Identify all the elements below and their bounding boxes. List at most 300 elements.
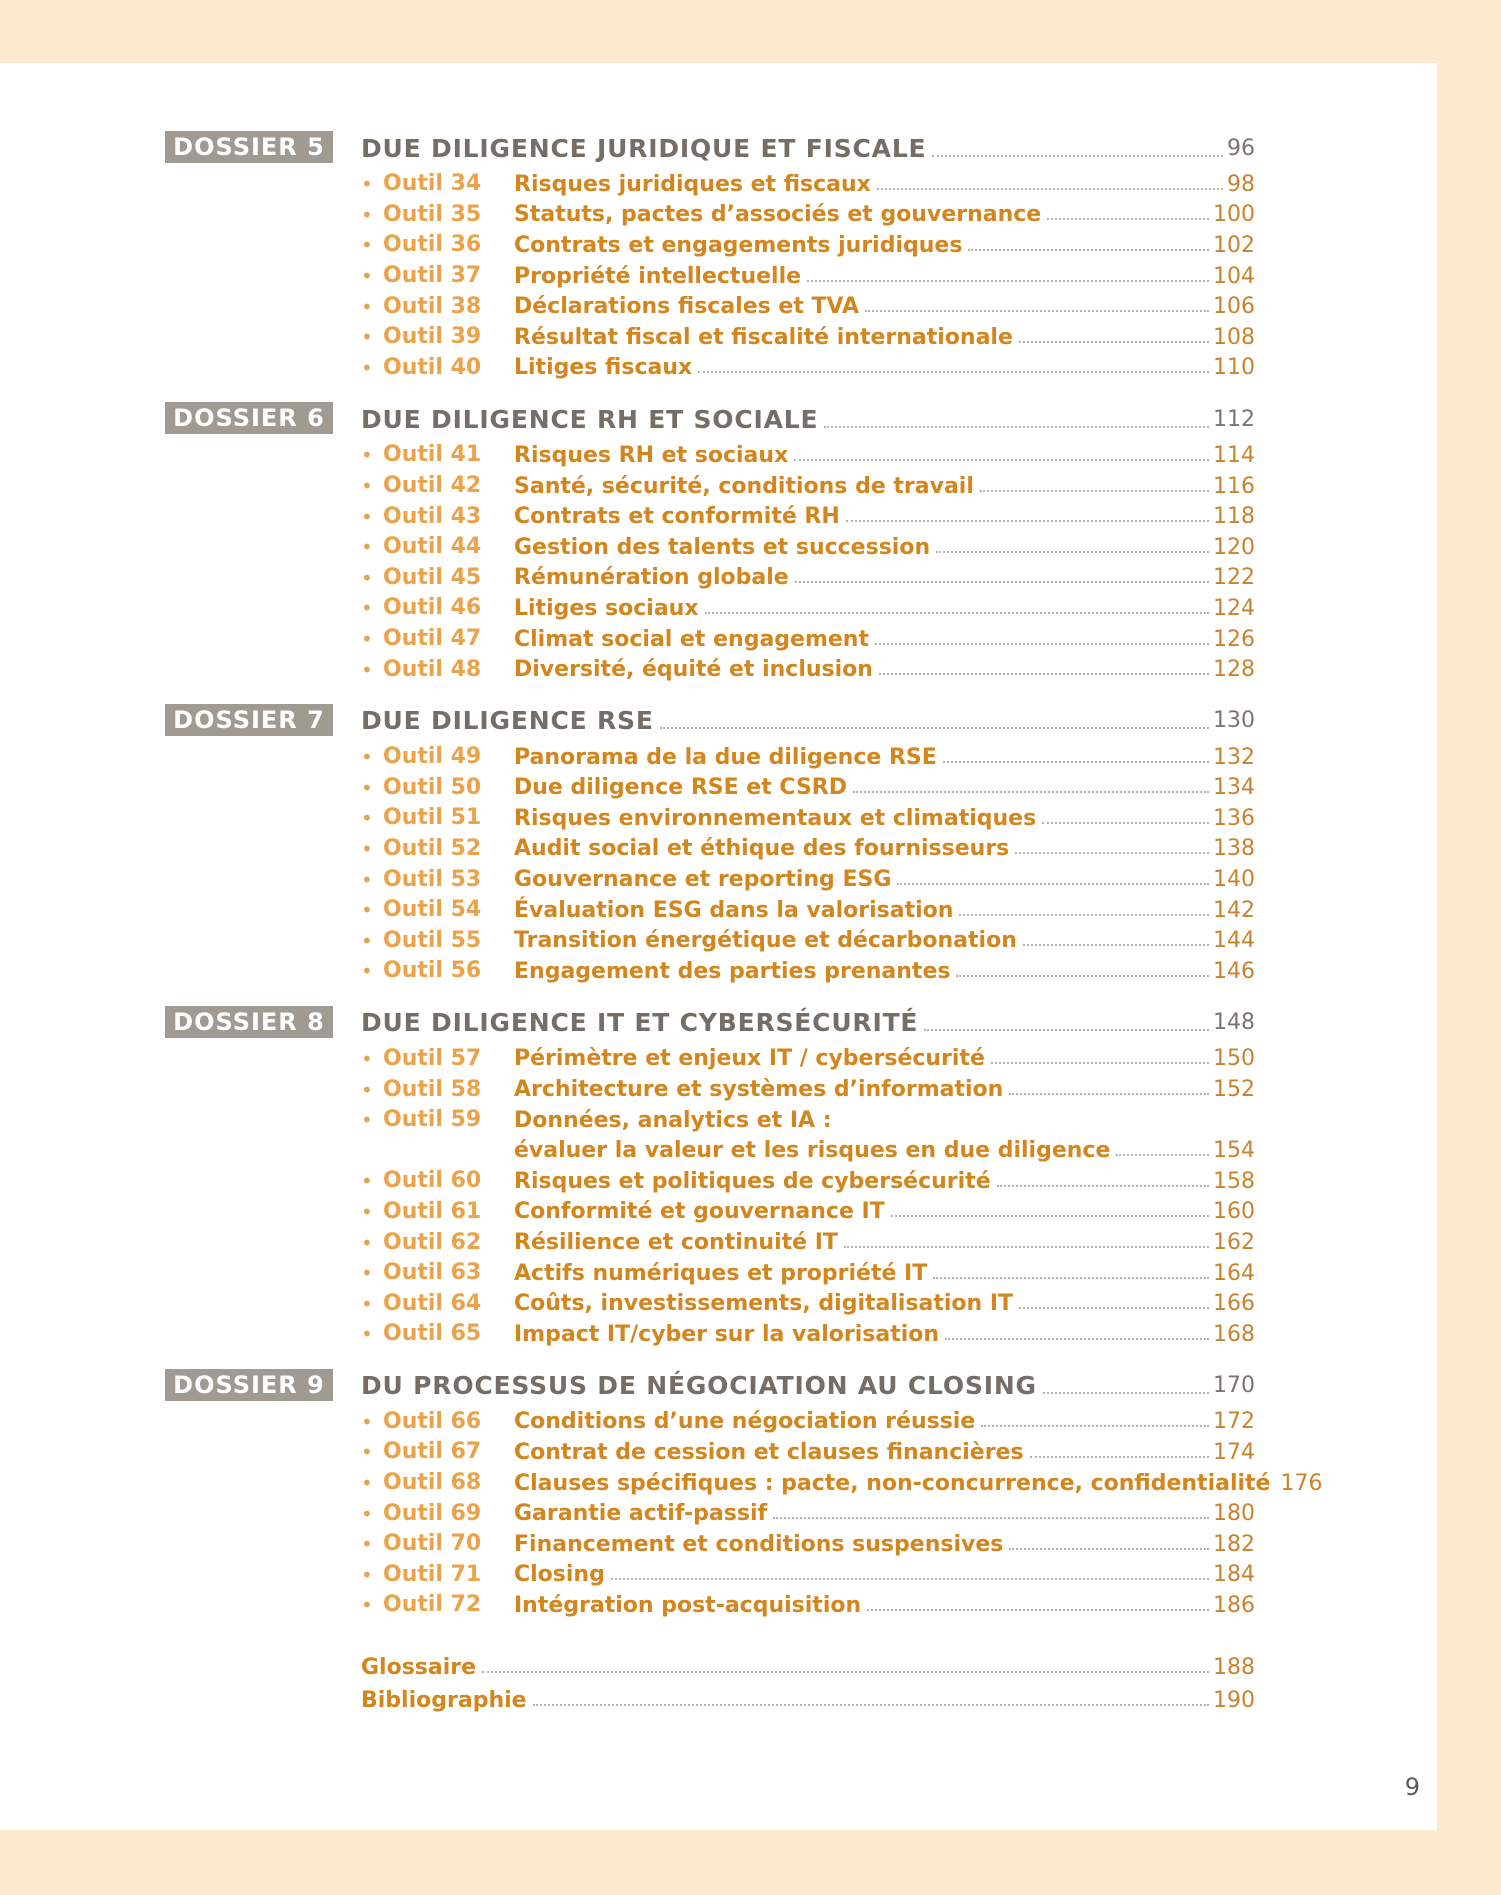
tool-page-number: 172 <box>1213 1409 1255 1435</box>
tool-page-number: 106 <box>1213 294 1255 320</box>
dossier-title: DU PROCESSUS DE NÉGOCIATION AU CLOSING <box>361 1371 1037 1401</box>
tool-title: Litiges fiscaux <box>514 355 693 381</box>
tool-title-line <box>514 925 1255 956</box>
tool-page-number: 152 <box>1213 1077 1255 1103</box>
dot-leader <box>853 790 1209 793</box>
dot-leader <box>824 425 1209 428</box>
dot-leader <box>891 1214 1209 1217</box>
table-of-contents <box>165 129 1323 1621</box>
tool-title: Due diligence RSE et CSRD <box>514 775 847 801</box>
tool-entry[interactable] <box>165 593 1255 624</box>
tool-number: Outil 38 <box>383 293 482 319</box>
dossier-page-number: 170 <box>1213 1373 1255 1399</box>
tool-number: Outil 43 <box>383 503 482 529</box>
tool-number: Outil 68 <box>383 1470 482 1496</box>
tool-page-number: 132 <box>1213 744 1255 770</box>
dot-leader <box>865 309 1209 312</box>
tool-title-line <box>514 593 1255 624</box>
tool-entry[interactable] <box>165 471 1255 502</box>
tool-entry[interactable] <box>165 291 1255 322</box>
annex-entry[interactable] <box>361 1684 1255 1717</box>
tool-entry[interactable] <box>165 1407 1255 1438</box>
bullet-icon: • <box>361 745 373 770</box>
dot-leader <box>705 611 1209 614</box>
tool-title-line <box>514 1590 1255 1621</box>
tool-title-line <box>514 1227 1255 1258</box>
tool-page-number: 104 <box>1213 263 1255 289</box>
bullet-icon: • <box>361 657 373 682</box>
dossier-title-line <box>361 400 1255 438</box>
tool-number: Outil 45 <box>383 564 482 590</box>
dossier-page-number: 130 <box>1213 708 1255 734</box>
tool-number: Outil 54 <box>383 897 482 923</box>
tool-title: Diversité, équité et inclusion <box>514 657 873 683</box>
dot-leader <box>1030 1455 1209 1458</box>
tool-title-line <box>514 1135 1255 1166</box>
tool-title: Risques environnementaux et climatiques <box>514 805 1037 831</box>
dossier-section <box>165 400 1255 685</box>
tool-entry[interactable] <box>165 1166 1255 1197</box>
annex-title: Glossaire <box>361 1655 477 1680</box>
dossier-badge: DOSSIER 5 <box>165 131 333 163</box>
tool-title-line <box>514 864 1255 895</box>
tool-title-line <box>514 1258 1255 1289</box>
tool-entry[interactable] <box>165 1468 1323 1499</box>
dossier-badge: DOSSIER 7 <box>165 704 333 736</box>
tool-title-line <box>514 895 1255 926</box>
tool-entry[interactable] <box>165 440 1255 471</box>
annex-list <box>361 1651 1255 1717</box>
tool-entry[interactable] <box>165 803 1255 834</box>
dot-leader <box>533 1703 1209 1706</box>
dot-leader <box>932 154 1223 157</box>
tool-title-line <box>514 1197 1255 1228</box>
bullet-icon: • <box>361 535 373 560</box>
tool-entry[interactable] <box>165 834 1255 865</box>
tool-entry[interactable] <box>165 742 1255 773</box>
tool-entry[interactable] <box>165 1044 1255 1075</box>
tool-number: Outil 35 <box>383 201 482 227</box>
dot-leader <box>1042 821 1209 824</box>
tool-page-number: 168 <box>1213 1321 1255 1347</box>
tool-number: Outil 36 <box>383 232 482 258</box>
tool-entry[interactable] <box>165 1590 1255 1621</box>
dot-leader <box>981 1424 1209 1427</box>
tool-number: Outil 37 <box>383 263 482 289</box>
tool-title-line <box>514 532 1255 563</box>
tool-number: Outil 40 <box>383 354 482 380</box>
dossier-title: DUE DILIGENCE RH ET SOCIALE <box>361 404 819 434</box>
tool-title-continued: évaluer la valeur et les risques en due diligence <box>514 1138 1111 1164</box>
tool-number: Outil 59 <box>383 1107 482 1133</box>
bullet-icon: • <box>361 1077 373 1102</box>
tool-number: Outil 67 <box>383 1439 482 1465</box>
tool-title-line <box>514 261 1255 292</box>
bullet-icon: • <box>361 627 373 652</box>
tool-number: Outil 64 <box>383 1290 482 1316</box>
tool-entry[interactable] <box>165 773 1255 804</box>
dot-leader <box>991 1061 1209 1064</box>
tool-page-number: 116 <box>1213 473 1255 499</box>
tool-title-line <box>514 1166 1255 1197</box>
tool-page-number: 110 <box>1213 355 1255 381</box>
bullet-icon: • <box>361 775 373 800</box>
tool-page-number: 124 <box>1213 595 1255 621</box>
tool-number: Outil 62 <box>383 1229 482 1255</box>
tool-number: Outil 57 <box>383 1045 482 1071</box>
tool-title-line <box>514 230 1255 261</box>
bullet-icon: • <box>361 959 373 984</box>
tool-number: Outil 41 <box>383 442 482 468</box>
tool-title: Statuts, pactes d’associés et gouvernance <box>514 202 1042 228</box>
dossier-badge: DOSSIER 6 <box>165 402 333 434</box>
annex-page-number: 188 <box>1213 1655 1255 1680</box>
bullet-icon: • <box>361 836 373 861</box>
tool-number: Outil 47 <box>383 626 482 652</box>
tool-entry[interactable] <box>165 624 1255 655</box>
tool-page-number: 134 <box>1213 775 1255 801</box>
bullet-icon: • <box>361 565 373 590</box>
tool-title-line <box>514 1437 1255 1468</box>
tool-entry[interactable] <box>165 353 1255 384</box>
bullet-icon: • <box>361 1261 373 1286</box>
tool-title: Intégration post-acquisition <box>514 1592 862 1618</box>
tool-page-number: 114 <box>1213 442 1255 468</box>
tool-title: Évaluation ESG dans la valorisation <box>514 897 954 923</box>
annex-title: Bibliographie <box>361 1688 527 1713</box>
tool-page-number: 182 <box>1213 1531 1255 1557</box>
tool-title: Risques et politiques de cybersécurité <box>514 1168 991 1194</box>
tool-entry[interactable] <box>165 322 1255 353</box>
dot-leader <box>959 913 1209 916</box>
tool-title-line <box>514 353 1255 384</box>
annex-entry[interactable] <box>361 1651 1255 1684</box>
tool-title-line <box>514 742 1255 773</box>
tool-page-number: 184 <box>1213 1562 1255 1588</box>
tool-page-number: 160 <box>1213 1199 1255 1225</box>
bullet-icon: • <box>361 1230 373 1255</box>
tool-title: Gestion des talents et succession <box>514 534 931 560</box>
tool-page-number: 126 <box>1213 626 1255 652</box>
tool-number: Outil 34 <box>383 171 482 197</box>
dot-leader <box>1116 1153 1209 1156</box>
tool-title-line <box>514 803 1255 834</box>
tool-title: Financement et conditions suspensives <box>514 1531 1004 1557</box>
tool-number: Outil 58 <box>383 1076 482 1102</box>
bullet-icon: • <box>361 202 373 227</box>
bullet-icon: • <box>361 1108 373 1133</box>
tool-title-line <box>514 654 1255 685</box>
tool-number: Outil 69 <box>383 1500 482 1526</box>
bullet-icon: • <box>361 806 373 831</box>
bullet-icon: • <box>361 1291 373 1316</box>
tool-entry[interactable] <box>165 169 1255 200</box>
bullet-icon: • <box>361 474 373 499</box>
dossier-section <box>165 129 1255 383</box>
dossier-page-number: 96 <box>1227 135 1255 161</box>
tool-entry-continued[interactable] <box>165 1135 1255 1166</box>
bullet-icon: • <box>361 172 373 197</box>
annex-page-number: 190 <box>1213 1688 1255 1713</box>
tool-title: Clauses spécifiques : pacte, non-concurrence, confidentialité <box>514 1470 1271 1496</box>
tool-page-number: 176 <box>1280 1470 1323 1496</box>
dossier-title: DUE DILIGENCE JURIDIQUE ET FISCALE <box>361 133 927 163</box>
bullet-icon: • <box>361 1169 373 1194</box>
tool-list <box>165 440 1255 685</box>
tool-entry[interactable] <box>165 563 1255 594</box>
tool-entry[interactable] <box>165 1498 1255 1529</box>
tool-entry[interactable] <box>165 654 1255 685</box>
tool-title-line <box>514 322 1255 353</box>
tool-title: Périmètre et enjeux IT / cybersécurité <box>514 1046 985 1072</box>
dossier-heading[interactable] <box>165 129 1255 167</box>
tool-entry[interactable] <box>165 1227 1255 1258</box>
tool-entry[interactable] <box>165 1288 1255 1319</box>
tool-title-line <box>514 1105 1255 1136</box>
tool-title-line <box>514 200 1255 231</box>
dossier-title-line <box>361 1367 1255 1405</box>
bullet-icon: • <box>361 294 373 319</box>
dossier-title: DUE DILIGENCE RSE <box>361 706 654 736</box>
tool-title: Garantie actif-passif <box>514 1501 768 1527</box>
page-number: 9 <box>1404 1773 1420 1801</box>
tool-list <box>165 1407 1323 1621</box>
bullet-icon: • <box>361 1562 373 1587</box>
dot-leader <box>1009 1547 1209 1550</box>
bullet-icon: • <box>361 1199 373 1224</box>
tool-number: Outil 46 <box>383 595 482 621</box>
dot-leader <box>877 187 1223 190</box>
tool-number: Outil 42 <box>383 473 482 499</box>
tool-number: Outil 39 <box>383 324 482 350</box>
dot-leader <box>795 580 1209 583</box>
tool-list <box>165 742 1255 987</box>
tool-list <box>165 1044 1255 1350</box>
dot-leader <box>1019 340 1209 343</box>
dot-leader <box>1047 217 1209 220</box>
tool-page-number: 138 <box>1213 836 1255 862</box>
tool-entry[interactable] <box>165 956 1255 987</box>
tool-title: Risques RH et sociaux <box>514 442 789 468</box>
dot-leader <box>956 974 1209 977</box>
dot-leader <box>997 1184 1209 1187</box>
tool-title: Contrats et conformité RH <box>514 504 840 530</box>
dot-leader <box>660 726 1209 729</box>
tool-entry[interactable] <box>165 1258 1255 1289</box>
bullet-icon: • <box>361 596 373 621</box>
dot-leader <box>980 489 1209 492</box>
tool-number: Outil 61 <box>383 1198 482 1224</box>
tool-title-line <box>514 773 1255 804</box>
tool-number: Outil 48 <box>383 656 482 682</box>
tool-entry[interactable] <box>165 925 1255 956</box>
tool-title: Rémunération globale <box>514 565 789 591</box>
tool-title: Conformité et gouvernance IT <box>514 1199 885 1225</box>
tool-page-number: 136 <box>1213 805 1255 831</box>
bullet-icon: • <box>361 443 373 468</box>
dossier-heading[interactable] <box>165 400 1255 438</box>
tool-title: Engagement des parties prenantes <box>514 958 951 984</box>
bullet-icon: • <box>361 504 373 529</box>
tool-page-number: 128 <box>1213 657 1255 683</box>
tool-title-line <box>514 291 1255 322</box>
tool-title-line <box>514 1468 1323 1499</box>
tool-title: Gouvernance et reporting ESG <box>514 867 892 893</box>
bullet-icon: • <box>361 1440 373 1465</box>
tool-title: Panorama de la due diligence RSE <box>514 744 937 770</box>
tool-list <box>165 169 1255 383</box>
tool-entry[interactable] <box>165 1074 1255 1105</box>
dot-leader <box>1023 943 1209 946</box>
bullet-icon: • <box>361 233 373 258</box>
dot-leader <box>1015 851 1209 854</box>
dossier-title-line <box>361 702 1255 740</box>
tool-page-number: 142 <box>1213 897 1255 923</box>
dot-leader <box>924 1028 1209 1031</box>
tool-number: Outil 63 <box>383 1260 482 1286</box>
tool-title-line <box>514 1529 1255 1560</box>
bullet-icon: • <box>361 867 373 892</box>
tool-number: Outil 55 <box>383 927 482 953</box>
tool-entry[interactable] <box>165 501 1255 532</box>
tool-number: Outil 56 <box>383 958 482 984</box>
tool-title: Contrats et engagements juridiques <box>514 232 963 258</box>
tool-title-line <box>514 1407 1255 1438</box>
tool-title-line <box>514 563 1255 594</box>
dot-leader <box>943 760 1209 763</box>
tool-number: Outil 44 <box>383 534 482 560</box>
tool-entry[interactable] <box>165 1319 1255 1350</box>
bullet-icon: • <box>361 1409 373 1434</box>
tool-number: Outil 51 <box>383 805 482 831</box>
tool-page-number: 164 <box>1213 1260 1255 1286</box>
tool-number: Outil 53 <box>383 866 482 892</box>
tool-number: Outil 66 <box>383 1408 482 1434</box>
tool-title: Litiges sociaux <box>514 595 699 621</box>
dot-leader <box>879 672 1209 675</box>
tool-page-number: 140 <box>1213 867 1255 893</box>
bullet-icon: • <box>361 355 373 380</box>
bullet-icon: • <box>361 1501 373 1526</box>
tool-title-line <box>514 471 1255 502</box>
tool-title-line <box>514 956 1255 987</box>
dot-leader <box>611 1577 1209 1580</box>
tool-entry[interactable] <box>165 1529 1255 1560</box>
dossier-title: DUE DILIGENCE IT ET CYBERSÉCURITÉ <box>361 1008 919 1038</box>
dot-leader <box>773 1516 1209 1519</box>
dossier-page-number: 148 <box>1213 1010 1255 1036</box>
tool-page-number: 120 <box>1213 534 1255 560</box>
tool-page-number: 146 <box>1213 958 1255 984</box>
tool-title-line <box>514 169 1255 200</box>
tool-page-number: 102 <box>1213 232 1255 258</box>
tool-title-line <box>514 1560 1255 1591</box>
dossier-section <box>165 1004 1255 1350</box>
tool-number: Outil 70 <box>383 1531 482 1557</box>
tool-entry[interactable] <box>165 1197 1255 1228</box>
tool-title-line <box>514 440 1255 471</box>
tool-entry[interactable] <box>165 532 1255 563</box>
tool-entry[interactable] <box>165 200 1255 231</box>
dot-leader <box>844 1245 1209 1248</box>
tool-page-number: 100 <box>1213 202 1255 228</box>
dot-leader <box>482 1670 1209 1673</box>
bullet-icon: • <box>361 1593 373 1618</box>
tool-page-number: 174 <box>1213 1439 1255 1465</box>
tool-entry[interactable] <box>165 864 1255 895</box>
bullet-icon: • <box>361 325 373 350</box>
dossier-heading[interactable] <box>165 1004 1255 1042</box>
dot-leader <box>945 1337 1209 1340</box>
bullet-icon: • <box>361 928 373 953</box>
tool-title: Résilience et continuité IT <box>514 1230 838 1256</box>
tool-title: Impact IT/cyber sur la valorisation <box>514 1321 940 1347</box>
tool-number: Outil 52 <box>383 835 482 861</box>
tool-entry[interactable] <box>165 895 1255 926</box>
tool-title: Coûts, investissements, digitalisation IT <box>514 1291 1014 1317</box>
dot-leader <box>933 1276 1209 1279</box>
tool-title: Déclarations fiscales et TVA <box>514 294 860 320</box>
bullet-icon: • <box>361 264 373 289</box>
tool-title: Transition énergétique et décarbonation <box>514 928 1017 954</box>
tool-number: Outil 60 <box>383 1168 482 1194</box>
tool-title: Résultat fiscal et fiscalité internationale <box>514 324 1013 350</box>
tool-title-line <box>514 1319 1255 1350</box>
dot-leader <box>846 519 1209 522</box>
tool-title: Propriété intellectuelle <box>514 263 802 289</box>
tool-page-number: 144 <box>1213 928 1255 954</box>
dossier-heading[interactable] <box>165 1367 1255 1405</box>
bullet-icon: • <box>361 1471 373 1496</box>
tool-entry[interactable] <box>165 1560 1255 1591</box>
tool-page-number: 158 <box>1213 1168 1255 1194</box>
tool-title: Conditions d’une négociation réussie <box>514 1409 976 1435</box>
tool-entry[interactable] <box>165 1437 1255 1468</box>
tool-title: Closing <box>514 1562 605 1588</box>
dot-leader <box>807 279 1209 282</box>
dossier-page-number: 112 <box>1213 406 1255 432</box>
tool-page-number: 118 <box>1213 504 1255 530</box>
dot-leader <box>867 1608 1209 1611</box>
tool-page-number: 166 <box>1213 1291 1255 1317</box>
tool-title: Données, analytics et IA : <box>514 1107 832 1133</box>
tool-number: Outil 65 <box>383 1321 482 1347</box>
tool-page-number: 180 <box>1213 1501 1255 1527</box>
dot-leader <box>897 882 1209 885</box>
dossier-heading[interactable] <box>165 702 1255 740</box>
tool-number: Outil 71 <box>383 1561 482 1587</box>
dot-leader <box>698 370 1209 373</box>
dot-leader <box>1019 1306 1209 1309</box>
dossier-badge: DOSSIER 8 <box>165 1006 333 1038</box>
tool-entry[interactable] <box>165 230 1255 261</box>
dossier-title-line <box>361 1004 1255 1042</box>
tool-number: Outil 49 <box>383 744 482 770</box>
dot-leader <box>794 458 1209 461</box>
tool-page-number: 186 <box>1213 1592 1255 1618</box>
tool-title: Climat social et engagement <box>514 626 869 652</box>
tool-title: Actifs numériques et propriété IT <box>514 1260 928 1286</box>
dot-leader <box>968 248 1209 251</box>
tool-entry[interactable] <box>165 1105 1255 1136</box>
tool-page-number: 150 <box>1213 1046 1255 1072</box>
bullet-icon: • <box>361 898 373 923</box>
tool-entry[interactable] <box>165 261 1255 292</box>
bullet-icon: • <box>361 1046 373 1071</box>
bullet-icon: • <box>361 1322 373 1347</box>
tool-title: Risques juridiques et fiscaux <box>514 171 871 197</box>
bullet-icon: • <box>361 1532 373 1557</box>
